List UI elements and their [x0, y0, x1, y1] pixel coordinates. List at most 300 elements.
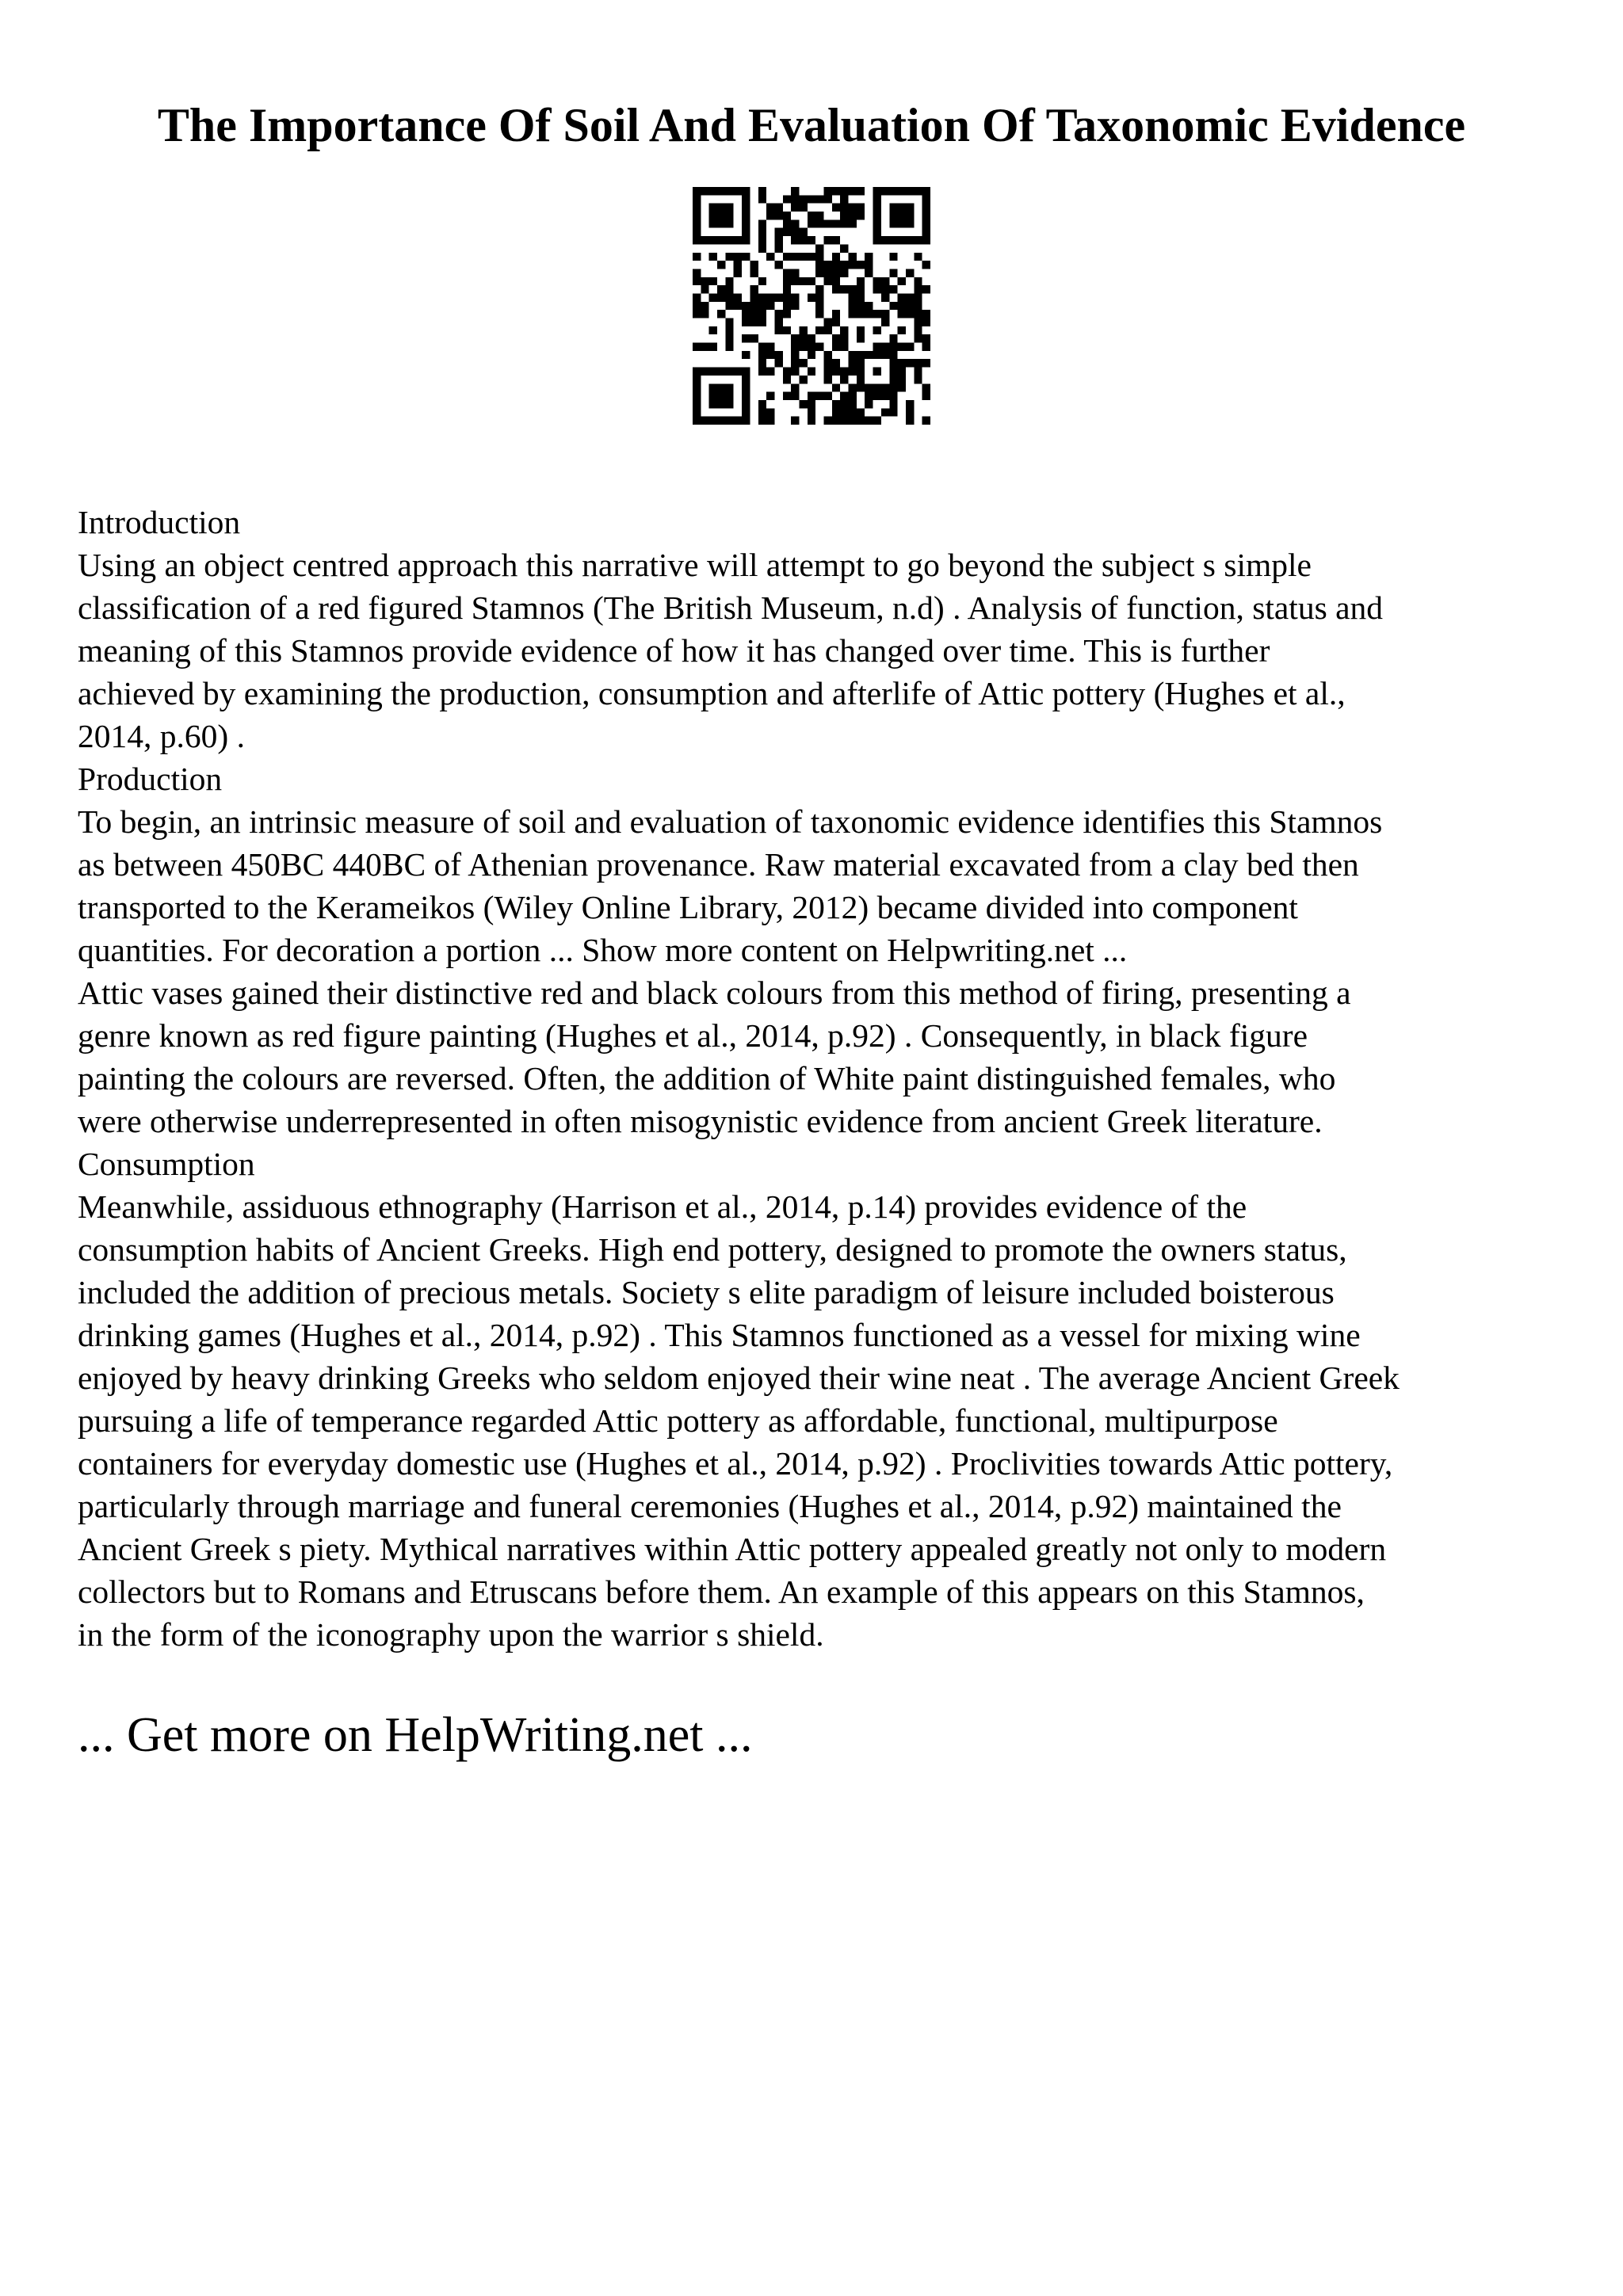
qr-module	[725, 293, 733, 301]
qr-module	[832, 187, 840, 195]
qr-module	[709, 219, 717, 227]
qr-module	[832, 219, 840, 227]
qr-module	[832, 359, 840, 367]
qr-module	[766, 204, 774, 212]
qr-module	[758, 277, 766, 285]
qr-module	[922, 392, 930, 400]
qr-module	[791, 269, 799, 277]
qr-module	[799, 376, 807, 383]
qr-module	[709, 417, 717, 425]
qr-module	[824, 359, 832, 367]
qr-module	[791, 293, 799, 301]
qr-module	[832, 343, 840, 351]
qr-module	[889, 269, 897, 277]
qr-module	[922, 310, 930, 318]
qr-module	[693, 383, 701, 391]
qr-module	[873, 368, 881, 376]
qr-module	[717, 285, 725, 293]
qr-module	[742, 195, 750, 203]
qr-module	[774, 351, 782, 359]
qr-module	[889, 392, 897, 400]
qr-module	[725, 343, 733, 351]
qr-module	[808, 219, 815, 227]
qr-module	[758, 417, 766, 425]
qr-module	[824, 277, 832, 285]
qr-module	[791, 228, 799, 236]
qr-module	[889, 400, 897, 408]
qr-module	[758, 368, 766, 376]
qr-module	[906, 293, 914, 301]
qr-module	[857, 293, 865, 301]
qr-module	[693, 417, 701, 425]
qr-module	[791, 368, 799, 376]
qr-module	[693, 236, 701, 244]
qr-module	[758, 400, 766, 408]
qr-module	[922, 195, 930, 203]
qr-module	[914, 302, 922, 310]
qr-module	[774, 236, 782, 244]
qr-module	[873, 417, 881, 425]
qr-module	[725, 187, 733, 195]
qr-module	[774, 244, 782, 252]
qr-module	[791, 195, 799, 203]
qr-module	[815, 244, 823, 252]
qr-module	[758, 228, 766, 236]
qr-module	[742, 302, 750, 310]
qr-module	[693, 195, 701, 203]
section-heading-introduction: Introduction	[78, 504, 241, 540]
qr-module	[840, 285, 848, 293]
qr-module	[791, 351, 799, 359]
qr-module	[791, 204, 799, 212]
qr-module	[865, 383, 873, 391]
qr-module	[791, 236, 799, 244]
qr-module	[849, 261, 857, 269]
qr-module	[898, 204, 906, 212]
qr-module	[840, 326, 848, 334]
qr-module	[783, 293, 791, 301]
qr-module	[865, 400, 873, 408]
qr-module	[783, 376, 791, 383]
qr-module	[889, 351, 897, 359]
qr-module	[922, 228, 930, 236]
qr-module	[717, 187, 725, 195]
qr-module	[742, 236, 750, 244]
qr-module	[889, 302, 897, 310]
qr-module	[717, 400, 725, 408]
qr-module	[815, 285, 823, 293]
body-line: containers for everyday domestic use (Hughes et al., 2014, p.92) . Proclivities towards Attic pottery,	[78, 1445, 1393, 1482]
qr-module	[791, 219, 799, 227]
qr-module	[922, 204, 930, 212]
qr-module	[693, 204, 701, 212]
qr-module	[865, 392, 873, 400]
qr-module	[881, 351, 889, 359]
qr-module	[808, 368, 815, 376]
qr-module	[758, 351, 766, 359]
qr-module	[758, 219, 766, 227]
qr-module	[791, 359, 799, 367]
section-heading-production: Production	[78, 761, 223, 797]
qr-module	[766, 392, 774, 400]
qr-module	[725, 219, 733, 227]
qr-module	[734, 302, 742, 310]
qr-module	[774, 326, 782, 334]
qr-module	[750, 261, 758, 269]
qr-module	[873, 392, 881, 400]
qr-module	[799, 277, 807, 285]
qr-module	[783, 368, 791, 376]
qr-module	[849, 285, 857, 293]
qr-module	[725, 285, 733, 293]
qr-module	[840, 244, 848, 252]
qr-module	[865, 302, 873, 310]
qr-module	[881, 392, 889, 400]
qr-module	[701, 236, 708, 244]
qr-module	[742, 219, 750, 227]
qr-module	[799, 326, 807, 334]
qr-module	[840, 376, 848, 383]
qr-module	[873, 204, 881, 212]
qr-module	[709, 400, 717, 408]
qr-module	[808, 293, 815, 301]
body-line: consumption habits of Ancient Greeks. High end pottery, designed to promote the owners status,	[78, 1231, 1347, 1268]
qr-module	[774, 293, 782, 301]
qr-module	[922, 261, 930, 269]
qr-module	[898, 359, 906, 367]
qr-module	[742, 417, 750, 425]
qr-module	[766, 302, 774, 310]
qr-module	[742, 204, 750, 212]
qr-module	[849, 187, 857, 195]
qr-module	[774, 228, 782, 236]
qr-module	[889, 236, 897, 244]
section-heading-consumption: Consumption	[78, 1146, 255, 1182]
body-line: collectors but to Romans and Etruscans before them. An example of this appears on this Stamnos,	[78, 1573, 1365, 1610]
qr-module	[693, 408, 701, 416]
qr-module	[709, 343, 717, 351]
qr-module	[758, 318, 766, 326]
qr-module	[766, 351, 774, 359]
qr-module	[881, 318, 889, 326]
qr-module	[922, 417, 930, 425]
qr-module	[914, 293, 922, 301]
qr-module	[824, 195, 832, 203]
qr-module	[873, 219, 881, 227]
qr-module	[857, 204, 865, 212]
qr-module	[898, 343, 906, 351]
qr-module	[742, 318, 750, 326]
qr-module	[815, 253, 823, 261]
qr-module	[725, 400, 733, 408]
qr-module	[873, 383, 881, 391]
qr-module	[774, 310, 782, 318]
qr-module	[709, 187, 717, 195]
qr-module	[840, 261, 848, 269]
qr-module	[906, 400, 914, 408]
qr-module	[742, 187, 750, 195]
qr-module	[701, 310, 708, 318]
qr-module	[709, 277, 717, 285]
qr-module	[783, 269, 791, 277]
qr-module	[881, 408, 889, 416]
qr-module	[808, 408, 815, 416]
qr-module	[914, 253, 922, 261]
qr-module	[873, 285, 881, 293]
qr-module	[783, 277, 791, 285]
qr-module	[717, 219, 725, 227]
qr-module	[791, 343, 799, 351]
qr-module	[857, 408, 865, 416]
qr-module	[849, 293, 857, 301]
body-line: in the form of the iconography upon the warrior s shield.	[78, 1616, 824, 1653]
qr-module	[783, 219, 791, 227]
qr-module	[906, 359, 914, 367]
qr-module	[791, 253, 799, 261]
qr-module	[906, 187, 914, 195]
body-line: Ancient Greek s piety. Mythical narratives within Attic pottery appealed greatly not only to modern	[78, 1531, 1387, 1567]
qr-module	[701, 277, 708, 285]
qr-module	[701, 343, 708, 351]
qr-module	[922, 285, 930, 293]
qr-module	[889, 285, 897, 293]
qr-module	[791, 417, 799, 425]
qr-module	[832, 417, 840, 425]
body-line: included the addition of precious metals. Society s elite paradigm of leisure included boisterous	[78, 1274, 1335, 1310]
qr-module	[840, 187, 848, 195]
qr-module	[808, 195, 815, 203]
qr-module	[922, 236, 930, 244]
qr-module	[717, 310, 725, 318]
qr-module	[824, 269, 832, 277]
qr-module	[832, 408, 840, 416]
qr-module	[881, 236, 889, 244]
qr-module	[857, 277, 865, 285]
qr-module	[815, 302, 823, 310]
qr-module	[742, 368, 750, 376]
qr-module	[742, 212, 750, 219]
qr-module	[922, 343, 930, 351]
qr-module	[742, 392, 750, 400]
qr-module	[889, 253, 897, 261]
qr-module	[922, 187, 930, 195]
body-line: enjoyed by heavy drinking Greeks who seldom enjoyed their wine neat . The average Ancient Greek	[78, 1360, 1400, 1396]
qr-module	[725, 277, 733, 285]
qr-module	[742, 408, 750, 416]
qr-module	[693, 187, 701, 195]
qr-module	[873, 212, 881, 219]
qr-module	[849, 302, 857, 310]
qr-module	[766, 253, 774, 261]
qr-module	[815, 310, 823, 318]
qr-module	[717, 236, 725, 244]
qr-module	[832, 261, 840, 269]
qr-module	[881, 187, 889, 195]
qr-module	[914, 187, 922, 195]
qr-module	[808, 253, 815, 261]
qr-module	[709, 212, 717, 219]
qr-module	[742, 376, 750, 383]
qr-module	[906, 408, 914, 416]
qr-module	[783, 285, 791, 293]
qr-module	[742, 400, 750, 408]
qr-module	[849, 368, 857, 376]
qr-module	[734, 417, 742, 425]
qr-module	[766, 417, 774, 425]
qr-module	[693, 310, 701, 318]
qr-module	[742, 228, 750, 236]
qr-module	[865, 269, 873, 277]
qr-module	[783, 392, 791, 400]
qr-module	[783, 326, 791, 334]
qr-module	[889, 408, 897, 416]
qr-module	[898, 219, 906, 227]
qr-module	[832, 253, 840, 261]
qr-module	[693, 293, 701, 301]
qr-module	[693, 269, 701, 277]
qr-module	[693, 392, 701, 400]
qr-module	[857, 351, 865, 359]
qr-module	[693, 368, 701, 376]
qr-module	[815, 392, 823, 400]
qr-module	[840, 368, 848, 376]
qr-module	[832, 310, 840, 318]
qr-module	[815, 261, 823, 269]
qr-module	[734, 269, 742, 277]
qr-module	[815, 219, 823, 227]
qr-module	[709, 326, 717, 334]
qr-module	[701, 368, 708, 376]
qr-module	[725, 334, 733, 342]
qr-module	[693, 212, 701, 219]
qr-module	[857, 302, 865, 310]
qr-module	[873, 187, 881, 195]
qr-module	[849, 253, 857, 261]
qr-module	[832, 318, 840, 326]
qr-module	[725, 417, 733, 425]
qr-module	[766, 368, 774, 376]
qr-module	[758, 310, 766, 318]
qr-module	[889, 219, 897, 227]
qr-module	[857, 285, 865, 293]
qr-module	[808, 236, 815, 244]
qr-module	[832, 236, 840, 244]
body-line: Meanwhile, assiduous ethnography (Harrison et al., 2014, p.14) provides evidence of the	[78, 1188, 1247, 1225]
qr-module	[766, 212, 774, 219]
qr-module	[824, 351, 832, 359]
qr-module	[898, 376, 906, 383]
qr-module	[808, 277, 815, 285]
qr-module	[783, 302, 791, 310]
qr-module	[693, 376, 701, 383]
qr-module	[873, 343, 881, 351]
qr-module	[832, 400, 840, 408]
qr-module	[783, 212, 791, 219]
qr-module	[922, 212, 930, 219]
qr-module	[857, 334, 865, 342]
body-line: To begin, an intrinsic measure of soil and evaluation of taxonomic evidence identifies this Stamnos	[78, 803, 1383, 840]
qr-module	[824, 219, 832, 227]
qr-module	[832, 204, 840, 212]
qr-module	[824, 261, 832, 269]
qr-module	[849, 351, 857, 359]
show-more-line[interactable]: quantities. For decoration a portion ... Show more content on Helpwriting.net ...	[78, 932, 1128, 968]
qr-module	[857, 376, 865, 383]
qr-module	[799, 195, 807, 203]
qr-module	[774, 212, 782, 219]
qr-module	[914, 236, 922, 244]
qr-module	[889, 334, 897, 342]
qr-module	[734, 236, 742, 244]
body-line: were otherwise underrepresented in often misogynistic evidence from ancient Greek literature.	[78, 1103, 1323, 1139]
body-line: transported to the Kerameikos (Wiley Online Library, 2012) became divided into component	[78, 889, 1298, 925]
qr-module	[799, 236, 807, 244]
qr-module	[873, 277, 881, 285]
qr-module	[742, 334, 750, 342]
qr-module	[914, 277, 922, 285]
qr-module	[898, 187, 906, 195]
qr-module	[709, 204, 717, 212]
qr-module	[889, 368, 897, 376]
qr-module	[824, 392, 832, 400]
qr-module	[734, 187, 742, 195]
qr-module	[865, 351, 873, 359]
qr-module	[783, 253, 791, 261]
qr-module	[725, 212, 733, 219]
qr-module	[824, 376, 832, 383]
qr-module	[725, 392, 733, 400]
qr-module	[758, 195, 766, 203]
qr-module	[849, 383, 857, 391]
body-line: particularly through marriage and funeral ceremonies (Hughes et al., 2014, p.92) maintained the	[78, 1488, 1342, 1524]
qr-module	[898, 326, 906, 334]
qr-module	[922, 383, 930, 391]
qr-module	[815, 326, 823, 334]
qr-module	[808, 334, 815, 342]
qr-module	[799, 334, 807, 342]
qr-module	[898, 310, 906, 318]
qr-module	[766, 408, 774, 416]
qr-module	[725, 204, 733, 212]
document-title: The Importance Of Soil And Evaluation Of Taxonomic Evidence	[157, 99, 1466, 151]
qr-module	[758, 343, 766, 351]
body-line: meaning of this Stamnos provide evidence of how it has changed over time. This is further	[78, 632, 1270, 669]
qr-module	[725, 368, 733, 376]
qr-module	[717, 261, 725, 269]
qr-module	[815, 343, 823, 351]
qr-module	[840, 334, 848, 342]
qr-module	[840, 392, 848, 400]
qr-module	[750, 269, 758, 277]
qr-module	[922, 359, 930, 367]
qr-module	[840, 204, 848, 212]
qr-module	[873, 236, 881, 244]
qr-module	[906, 302, 914, 310]
qr-module	[791, 392, 799, 400]
qr-module	[742, 310, 750, 318]
qr-module	[774, 204, 782, 212]
qr-module	[734, 261, 742, 269]
get-more-link[interactable]: ... Get more on HelpWriting.net ...	[78, 1708, 753, 1762]
qr-module	[906, 417, 914, 425]
qr-module	[873, 326, 881, 334]
qr-module	[857, 261, 865, 269]
qr-module	[914, 368, 922, 376]
qr-module	[750, 293, 758, 301]
qr-module	[832, 383, 840, 391]
qr-module	[873, 351, 881, 359]
qr-module	[832, 285, 840, 293]
